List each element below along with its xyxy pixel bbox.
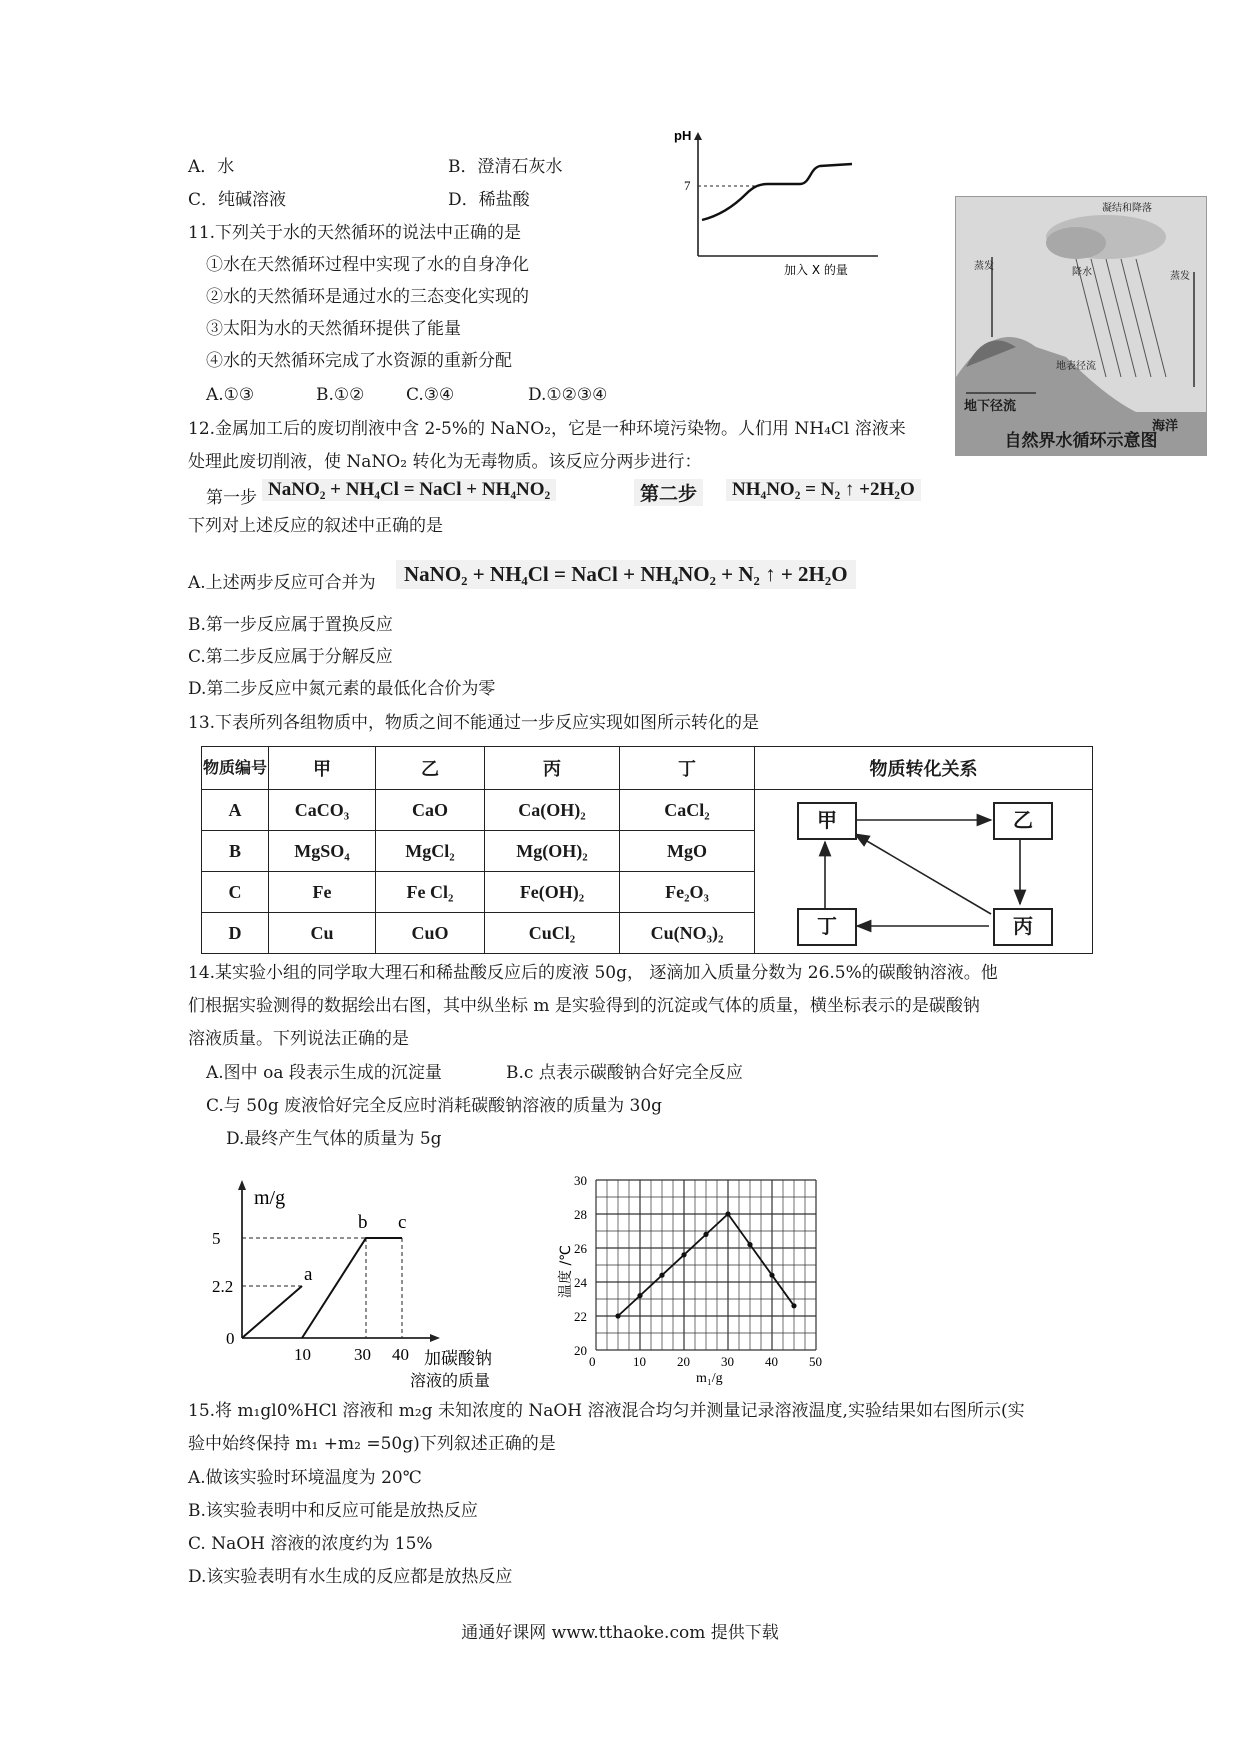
y-tick-label: 30 <box>574 1173 587 1188</box>
q12-question: 下列对上述反应的叙述中正确的是 <box>188 516 443 536</box>
q12-option-a-equation: NaNO₂ + NH₄Cl = NaCl + NH₄NO₂ + N₂ ↑ + 2H₂O <box>396 560 856 589</box>
q10-option-b: B．澄清石灰水 <box>448 157 563 177</box>
q11-option-a: A.①③ <box>206 385 255 405</box>
header-cell: 物质编号 <box>202 747 269 790</box>
water-cycle-label: 蒸发 <box>974 261 994 272</box>
point-label-b: b <box>358 1212 368 1233</box>
temperature-ticks <box>574 1173 822 1369</box>
gas-line <box>302 1238 402 1338</box>
x-tick-label: 10 <box>633 1354 646 1369</box>
table-row <box>202 790 1093 831</box>
q12-option-d: D.第二步反应中氮元素的最低化合价为零 <box>188 679 496 699</box>
ph-axis-label: pH <box>674 128 692 143</box>
data-point <box>747 1242 752 1247</box>
q14-option-a: A.图中 oa 段表示生成的沉淀量 <box>206 1063 442 1083</box>
q15-option-b: B.该实验表明中和反应可能是放热反应 <box>188 1501 478 1521</box>
mass-x-tick: 10 <box>294 1345 311 1364</box>
header-cell: 乙 <box>376 747 485 790</box>
mass-x-tick: 40 <box>392 1345 409 1364</box>
x-tick-label: 0 <box>589 1354 596 1369</box>
q12-option-c: C.第二步反应属于分解反应 <box>188 647 393 667</box>
mass-y-tick: 5 <box>212 1229 221 1248</box>
table-cell: Mg(OH)₂ <box>485 831 620 872</box>
mass-x-axis-label: 加碳酸钠 <box>424 1349 492 1369</box>
water-cycle-caption: 自然界水循环示意图 <box>1004 431 1158 451</box>
x-tick-label: 40 <box>765 1354 778 1369</box>
point-label-a: a <box>304 1264 313 1285</box>
y-tick-label: 24 <box>574 1275 587 1290</box>
precipitate-line <box>242 1286 302 1338</box>
mass-y-axis-label: m/g <box>254 1187 286 1209</box>
q11-statement-2: ②水的天然循环是通过水的三态变化实现的 <box>206 287 529 307</box>
q10-option-d: D．稀盐酸 <box>448 190 530 210</box>
q11-stem: 11.下列关于水的天然循环的说法中正确的是 <box>188 223 522 243</box>
table-cell: MgCl₂ <box>376 831 485 872</box>
temperature-y-label: 温度 /℃ <box>558 1245 574 1298</box>
q14-option-d: D.最终产生气体的质量为 5g <box>226 1129 442 1149</box>
water-cycle-label: 地表径流 <box>1056 361 1096 372</box>
q12-option-b: B.第一步反应属于置换反应 <box>188 615 393 635</box>
water-cycle-label: 地下径流 <box>964 399 1017 414</box>
table-cell: CaCO₃ <box>269 790 376 831</box>
data-point <box>681 1252 686 1257</box>
q15-option-d: D.该实验表明有水生成的反应都是放热反应 <box>188 1567 513 1587</box>
table-cell: B <box>202 831 269 872</box>
water-cycle-label: 凝结和降落 <box>1102 203 1152 214</box>
mass-x-tick: 30 <box>354 1345 371 1364</box>
x-tick-label: 20 <box>677 1354 690 1369</box>
q14-option-c: C.与 50g 废液恰好完全反应时消耗碳酸钠溶液的质量为 30g <box>206 1096 663 1116</box>
temperature-chart <box>548 1166 848 1386</box>
q14-stem-line-2: 们根据实验测得的数据绘出右图，其中纵坐标 m 是实验得到的沉淀或气体的质量，横坐标表示的是碳酸钠 <box>188 996 980 1016</box>
mass-y-tick: 2.2 <box>212 1277 234 1296</box>
table-cell: Fe₂O₃ <box>620 872 755 913</box>
header-cell: 物质转化关系 <box>755 747 1093 790</box>
water-cycle-label: 海洋 <box>1152 419 1179 434</box>
table-cell: CaO <box>376 790 485 831</box>
x-tick-label: 50 <box>809 1354 822 1369</box>
q14-option-b: B.c 点表示碳酸钠合好完全反应 <box>506 1063 743 1083</box>
q11-option-c: C.③④ <box>406 385 455 405</box>
data-point <box>637 1293 642 1298</box>
y-tick-label: 28 <box>574 1207 587 1222</box>
page-footer: 通通好课网 www.tthaoke.com 提供下载 <box>461 1623 779 1643</box>
water-cycle-image <box>955 196 1207 456</box>
data-point <box>791 1303 796 1308</box>
q14-stem-line-3: 溶液质量。下列说法正确的是 <box>188 1029 409 1049</box>
q12-option-a: A.上述两步反应可合并为 <box>188 573 376 593</box>
point-label-c: c <box>398 1212 407 1233</box>
ph-chart <box>668 128 898 278</box>
node-bing: 丙 <box>993 908 1053 946</box>
q11-option-b: B.①② <box>316 385 365 405</box>
q10-option-c: C．纯碱溶液 <box>188 190 287 210</box>
node-yi: 乙 <box>993 802 1053 840</box>
q12-step1-label: 第一步 <box>206 488 257 508</box>
q12-stem-line-1: 12.金属加工后的废切削液中含 2-5%的 NaNO₂，它是一种环境污染物。人们用 NH₄Cl 溶液来 <box>188 419 906 439</box>
table-cell: Fe(OH)₂ <box>485 872 620 913</box>
temperature-grid <box>596 1180 816 1350</box>
water-cycle-label: 降水 <box>1072 267 1092 278</box>
q12-step2-equation: NH₄NO₂ = N₂ ↑ +2H₂O <box>726 479 921 501</box>
table-cell: Fe Cl₂ <box>376 872 485 913</box>
q13-table <box>201 746 1093 954</box>
table-cell: MgSO₄ <box>269 831 376 872</box>
q12-step2-label: 第二步 <box>634 479 703 506</box>
header-cell: 甲 <box>269 747 376 790</box>
q15-option-c: C. NaOH 溶液的浓度约为 15% <box>188 1534 433 1554</box>
ph-curve <box>702 164 852 220</box>
node-ding: 丁 <box>797 908 857 946</box>
y-tick-label: 26 <box>574 1241 587 1256</box>
table-cell: A <box>202 790 269 831</box>
y-tick-label: 22 <box>574 1309 587 1324</box>
q12-step1-equation: NaNO₂ + NH₄Cl = NaCl + NH₄NO₂ <box>262 479 556 501</box>
q11-statement-4: ④水的天然循环完成了水资源的重新分配 <box>206 351 512 371</box>
q15-option-a: A.做该实验时环境温度为 20℃ <box>188 1468 422 1488</box>
table-cell: D <box>202 913 269 954</box>
q15-stem-line-2: 验中始终保持 m₁ +m₂ =50g)下列叙述正确的是 <box>188 1434 556 1454</box>
q11-statement-1: ①水在天然循环过程中实现了水的自身净化 <box>206 255 529 275</box>
q11-statement-3: ③太阳为水的天然循环提供了能量 <box>206 319 461 339</box>
data-point <box>769 1273 774 1278</box>
y-tick-label: 20 <box>574 1343 587 1358</box>
table-header-row <box>202 747 1093 790</box>
table-cell: C <box>202 872 269 913</box>
data-point <box>659 1273 664 1278</box>
table-cell: MgO <box>620 831 755 872</box>
x-tick-label: 30 <box>721 1354 734 1369</box>
table-cell: Ca(OH)₂ <box>485 790 620 831</box>
ph-tick-7: 7 <box>684 178 691 193</box>
q12-stem-line-2: 处理此废切削液，使 NaNO₂ 转化为无毒物质。该反应分两步进行： <box>188 452 702 472</box>
mass-y-tick: 0 <box>226 1329 235 1348</box>
q14-stem-line-1: 14.某实验小组的同学取大理石和稀盐酸反应后的废液 50g， 逐滴加入质量分数为 26.5%的碳酸钠溶液。他 <box>188 963 998 983</box>
table-cell: CaCl₂ <box>620 790 755 831</box>
q15-stem-line-1: 15.将 m₁gl0%HCl 溶液和 m₂g 未知浓度的 NaOH 溶液混合均匀并测量记录溶液温度,实验结果如右图所示(实 <box>188 1401 1025 1421</box>
data-point <box>615 1313 620 1318</box>
temperature-x-label: m₁/g <box>696 1371 723 1386</box>
node-jia: 甲 <box>797 802 857 840</box>
mass-chart <box>196 1178 516 1388</box>
header-cell: 丁 <box>620 747 755 790</box>
q13-stem: 13.下表所列各组物质中，物质之间不能通过一步反应实现如图所示转化的是 <box>188 713 760 733</box>
header-cell: 丙 <box>485 747 620 790</box>
table-cell: Fe <box>269 872 376 913</box>
data-point <box>703 1232 708 1237</box>
mass-x-axis-label: 溶液的质量 <box>410 1371 491 1388</box>
data-point <box>725 1211 730 1216</box>
q11-option-d: D.①②③④ <box>528 385 608 405</box>
table-cell: Cu <box>269 913 376 954</box>
table-cell: Cu(NO₃)₂ <box>620 913 755 954</box>
ph-x-label: 加入 X 的量 <box>784 263 848 277</box>
q10-option-a: A．水 <box>188 157 235 177</box>
water-cycle-label: 蒸发 <box>1170 271 1190 282</box>
table-cell: CuO <box>376 913 485 954</box>
table-cell: CuCl₂ <box>485 913 620 954</box>
conversion-diagram-cell <box>755 790 1093 954</box>
